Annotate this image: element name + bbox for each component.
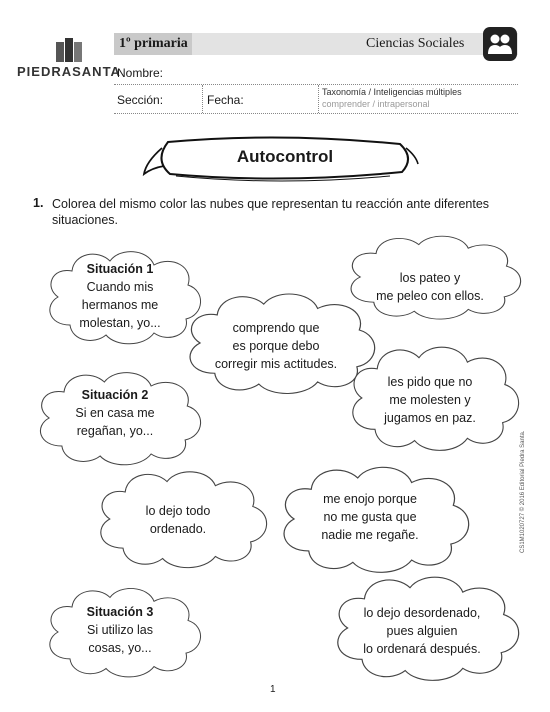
date-label: Fecha: xyxy=(207,93,244,107)
name-field-line[interactable] xyxy=(114,84,518,85)
cloud-reaction-1-text: los pateo y me peleo con ellos. xyxy=(376,271,484,303)
subject-label: Ciencias Sociales xyxy=(366,36,465,51)
cloud-reaction-6-text: lo dejo desordenado, pues alguien lo ordenará después. xyxy=(363,606,481,656)
cloud-reaction-3-text: les pido que no me molesten y jugamos en paz. xyxy=(384,375,476,425)
piedrasanta-logo-icon xyxy=(56,38,82,62)
field-divider xyxy=(202,85,203,113)
section-label: Sección: xyxy=(117,93,164,107)
cloud-reaction-5-text: me enojo porque no me gusta que nadie me regañe. xyxy=(321,492,419,542)
field-divider xyxy=(318,85,319,113)
question-number: 1. xyxy=(33,196,44,210)
grade-label: 1º primaria xyxy=(119,36,188,51)
taxonomy-label: Taxonomía / Inteligencias múltiples xyxy=(322,87,462,97)
group-people-icon xyxy=(483,27,517,61)
cloud-situation-1-text: Situación 1 Cuando mis hermanos me molestan, yo... xyxy=(79,262,161,330)
cloud-situation-3-text: Situación 3 Si utilizo las cosas, yo... xyxy=(86,605,154,655)
question-text: Colorea del mismo color las nubes que representan tu reacción ante diferentes situaciones. xyxy=(52,197,490,227)
brand-name: PIEDRASANTA xyxy=(17,64,121,79)
cloud-situation-2-text: Situación 2 Si en casa me regañan, yo... xyxy=(75,388,155,438)
page-title: Autocontrol xyxy=(236,147,334,166)
section-field-line[interactable] xyxy=(114,113,518,114)
taxonomy-value: comprender / intrapersonal xyxy=(322,99,430,109)
cloud-reaction-2-text: comprendo que es porque debo corregir mis actitudes. xyxy=(214,321,338,371)
name-label: Nombre: xyxy=(117,66,164,80)
cloud-reaction-4-text: lo dejo todo ordenado. xyxy=(145,504,211,536)
copyright-code: CS1M1020727 © 2016 Editorial Piedra Santa. xyxy=(520,430,526,553)
page-number: 1 xyxy=(270,684,276,695)
